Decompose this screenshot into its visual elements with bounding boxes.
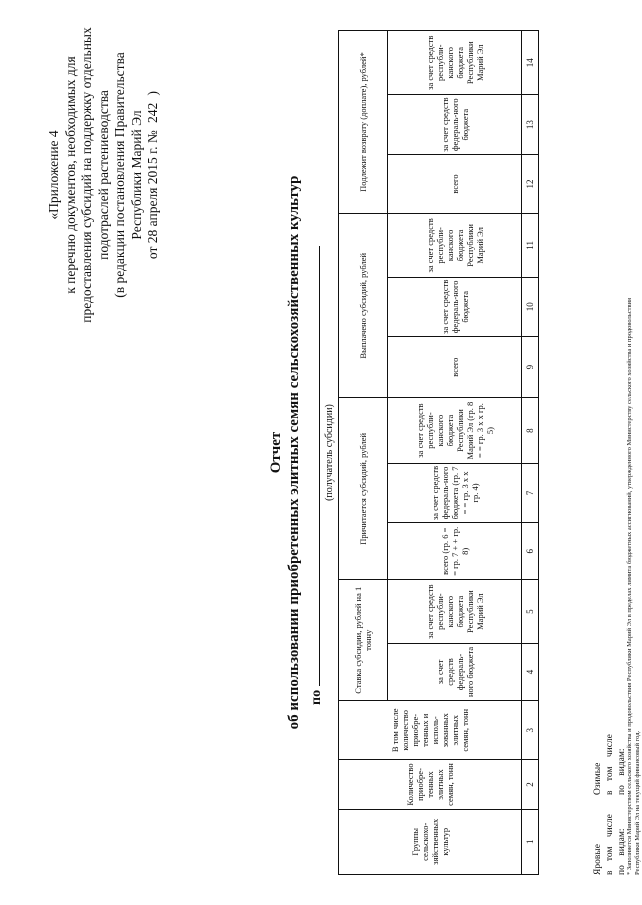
header-due-federal: за счет средств федераль-ного бюджета (гр. 7 = = гр. 3 х х гр. 4)	[388, 463, 522, 522]
winter-detail: в том числе по видам:	[605, 734, 627, 795]
report-table	[338, 30, 539, 875]
column-number: 2	[522, 760, 539, 809]
header-rate-republic: за счет средств республи-канского бюджета Республики Марий Эл	[388, 580, 522, 643]
column-number: 13	[522, 95, 539, 154]
po-label: по	[309, 689, 324, 705]
header-rate: Ставка субсидии, рублей на 1 тонну	[339, 580, 388, 701]
header-paid-total: всего	[388, 336, 522, 397]
header-due-total: всего (гр. 6 = = гр. 7 + + гр. 8)	[388, 523, 522, 580]
appendix-line: предоставления субсидий на поддержку отдельных	[79, 27, 94, 323]
header-return: Подлежит возврату (доплате), рублей*	[339, 31, 388, 214]
header-rate-federal: за счет средств федераль-ного бюджета	[388, 643, 522, 700]
header-groups: Группы сельскохо-зяйственных культур	[339, 809, 522, 874]
header-paid-federal: за счет средств федераль-ного бюджета	[388, 277, 522, 336]
header-quantity-included: В том числе количество приобре-тенных и исполь-зованных элитных семян, тонн	[339, 701, 522, 760]
footnote	[626, 30, 642, 875]
header-return-republic: за счет средств республи-канского бюджета Республики Марий Эл	[388, 31, 522, 96]
column-number: 8	[522, 398, 539, 463]
date-prefix: от	[145, 246, 160, 260]
report-subtitle: об использовании приобретенных элитных семян сельскохозяйственных культур	[286, 175, 302, 730]
column-number: 14	[522, 31, 539, 96]
appendix-line: (в редакции постановления Правительства	[112, 52, 127, 298]
recipient-blank	[306, 246, 320, 686]
closing-paren: )	[145, 90, 160, 96]
column-number: 11	[522, 214, 539, 277]
footnote-line-2: Республики Марий Эл на текущий финансовый год.	[634, 730, 641, 875]
spring-group	[592, 805, 628, 875]
column-number: 5	[522, 580, 539, 643]
column-number: 10	[522, 277, 539, 336]
date-value: 28 апреля 2015 г.	[145, 146, 160, 244]
appendix-line: к перечню документов, необходимых для	[62, 56, 78, 294]
column-number: 1	[522, 809, 539, 874]
column-number: 12	[522, 154, 539, 213]
header-paid: Выплачено субсидий, рублей	[339, 214, 388, 398]
spring-title: Яровые	[593, 844, 603, 875]
header-due: Причитается субсидий, рублей	[339, 398, 388, 580]
appendix-line: «Приложение 4	[46, 130, 61, 220]
footnote-line-1: * Заполняется Министерством сельского хозяйства и продовольствия Республики Марий Эл в пределах лимита бюджетных ассигнований, утвержденного Министерству сельского хозяйства и продовольствия	[626, 297, 633, 875]
winter-title: Озимые	[593, 762, 603, 795]
spring-detail: в том числе по видам:	[605, 814, 627, 875]
column-number: 4	[522, 643, 539, 700]
column-number-row	[522, 31, 539, 875]
appendix-line: подотраслей растениеводства	[95, 90, 111, 260]
recipient-line	[306, 205, 325, 705]
appendix-date-line	[145, 25, 162, 325]
winter-group-wrap	[592, 725, 628, 795]
column-number: 9	[522, 336, 539, 397]
header-paid-republic: за счет средств республи-канского бюджета Республики Марий Эл	[388, 214, 522, 277]
report-title: Отчет	[268, 431, 284, 474]
header-return-total: всего	[388, 154, 522, 213]
column-number: 6	[522, 523, 539, 580]
header-row-1	[339, 31, 388, 875]
appendix-line: Республики Марий Эл	[128, 110, 144, 240]
header-due-republic: за счет средств республи-канского бюджета Республики Марий Эл (гр. 8 = = гр. 3 х х гр. 5)	[388, 398, 522, 463]
number-prefix: №	[145, 130, 160, 144]
appendix-header	[46, 25, 162, 325]
column-number: 7	[522, 463, 539, 522]
recipient-note: (получатель субсидии)	[324, 404, 335, 501]
number-value: 242	[145, 102, 160, 123]
column-number: 3	[522, 701, 539, 760]
header-return-federal: за счет средств федераль-ного бюджета	[388, 95, 522, 154]
header-quantity: Количество приобре-тенных элитных семян, тонн	[339, 760, 522, 809]
